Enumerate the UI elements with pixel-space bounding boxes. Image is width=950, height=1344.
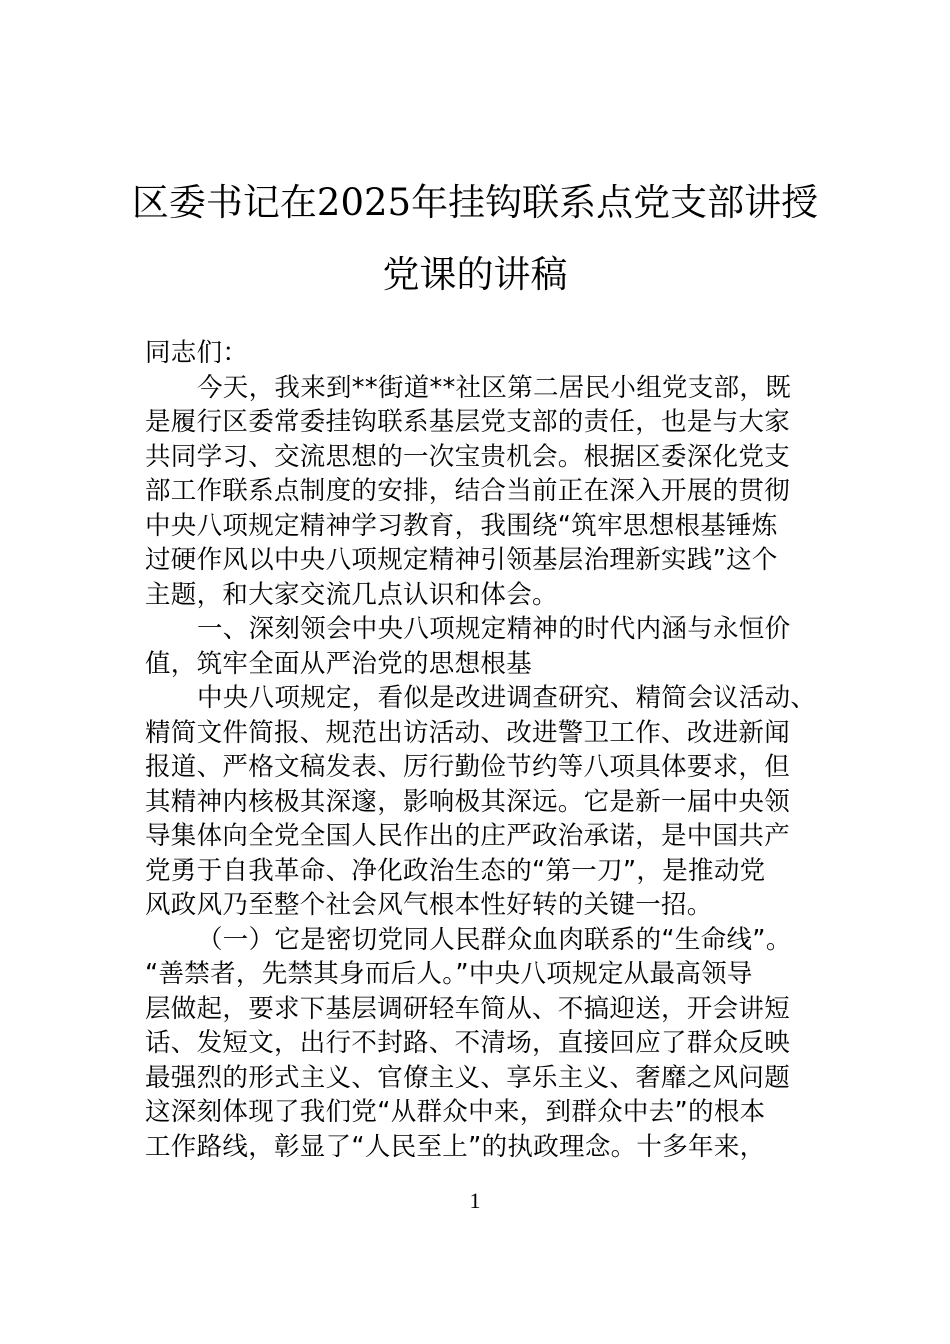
page-number: 1 — [469, 1188, 481, 1213]
paragraph-line: 共同学习、交流思想的一次宝贵机会。根据区委深化党支 — [145, 441, 791, 472]
paragraph-line: 过硬作风以中央八项规定精神引领基层治理新实践”这个 — [145, 545, 778, 575]
document-title-line-1: 区委书记在2025年挂钩联系点党支部讲授 — [131, 181, 819, 224]
paragraph-line: 精简文件简报、规范出访活动、改进警卫工作、改进新闻 — [145, 717, 791, 748]
paragraph-line: 中央八项规定精神学习教育，我围绕“筑牢思想根基锤炼 — [145, 510, 778, 541]
paragraph-line: 最强烈的形式主义、官僚主义、享乐主义、奢靡之风问题 — [145, 1062, 791, 1093]
paragraph-line: 这深刻体现了我们党“从群众中来，到群众中去”的根本 — [145, 1097, 766, 1127]
section-heading-line: 一、深刻领会中央八项规定精神的时代内涵与永恒价 — [197, 614, 791, 644]
paragraph-line: 其精神内核极其深邃，影响极其深远。它是新一届中央领 — [145, 786, 791, 817]
paragraph-line: 党勇于自我革命、净化政治生态的“第一刀”，是推动党 — [145, 855, 766, 886]
section-heading-line: 值，筑牢全面从严治党的思想根基 — [145, 648, 533, 679]
paragraph-line: 风政风乃至整个社会风气根本性好转的关键一招。 — [145, 890, 713, 920]
paragraph-line: 导集体向全党全国人民作出的庄严政治承诺，是中国共产 — [145, 821, 791, 851]
salutation: 同志们： — [145, 338, 249, 368]
document-title-line-2: 党课的讲稿 — [382, 253, 568, 296]
paragraph-line: 是履行区委常委挂钩联系基层党支部的责任，也是与大家 — [145, 407, 791, 437]
paragraph-line: 中央八项规定，看似是改进调查研究、精简会议活动、 — [197, 683, 817, 713]
paragraph-line: “善禁者，先禁其身而后人。”中央八项规定从最高领导 — [145, 959, 753, 989]
document-body — [145, 336, 815, 1164]
subheading-line: （一）它是密切党同人民群众血肉联系的“生命线”。 — [197, 924, 792, 955]
paragraph-line: 话、发短文，出行不封路、不清场，直接回应了群众反映 — [145, 1028, 791, 1058]
paragraph-line: 部工作联系点制度的安排，结合当前正在深入开展的贯彻 — [145, 476, 791, 506]
paragraph-line: 工作路线，彰显了“人民至上”的执政理念。十多年来， — [145, 1131, 766, 1162]
paragraph-line: 今天，我来到**街道**社区第二居民小组党支部，既 — [197, 372, 792, 403]
paragraph-line: 层做起，要求下基层调研轻车简从、不搞迎送，开会讲短 — [145, 993, 791, 1024]
paragraph-line: 报道、严格文稿发表、厉行勤俭节约等八项具体要求，但 — [145, 752, 791, 782]
paragraph-line: 主题，和大家交流几点认识和体会。 — [145, 579, 558, 610]
